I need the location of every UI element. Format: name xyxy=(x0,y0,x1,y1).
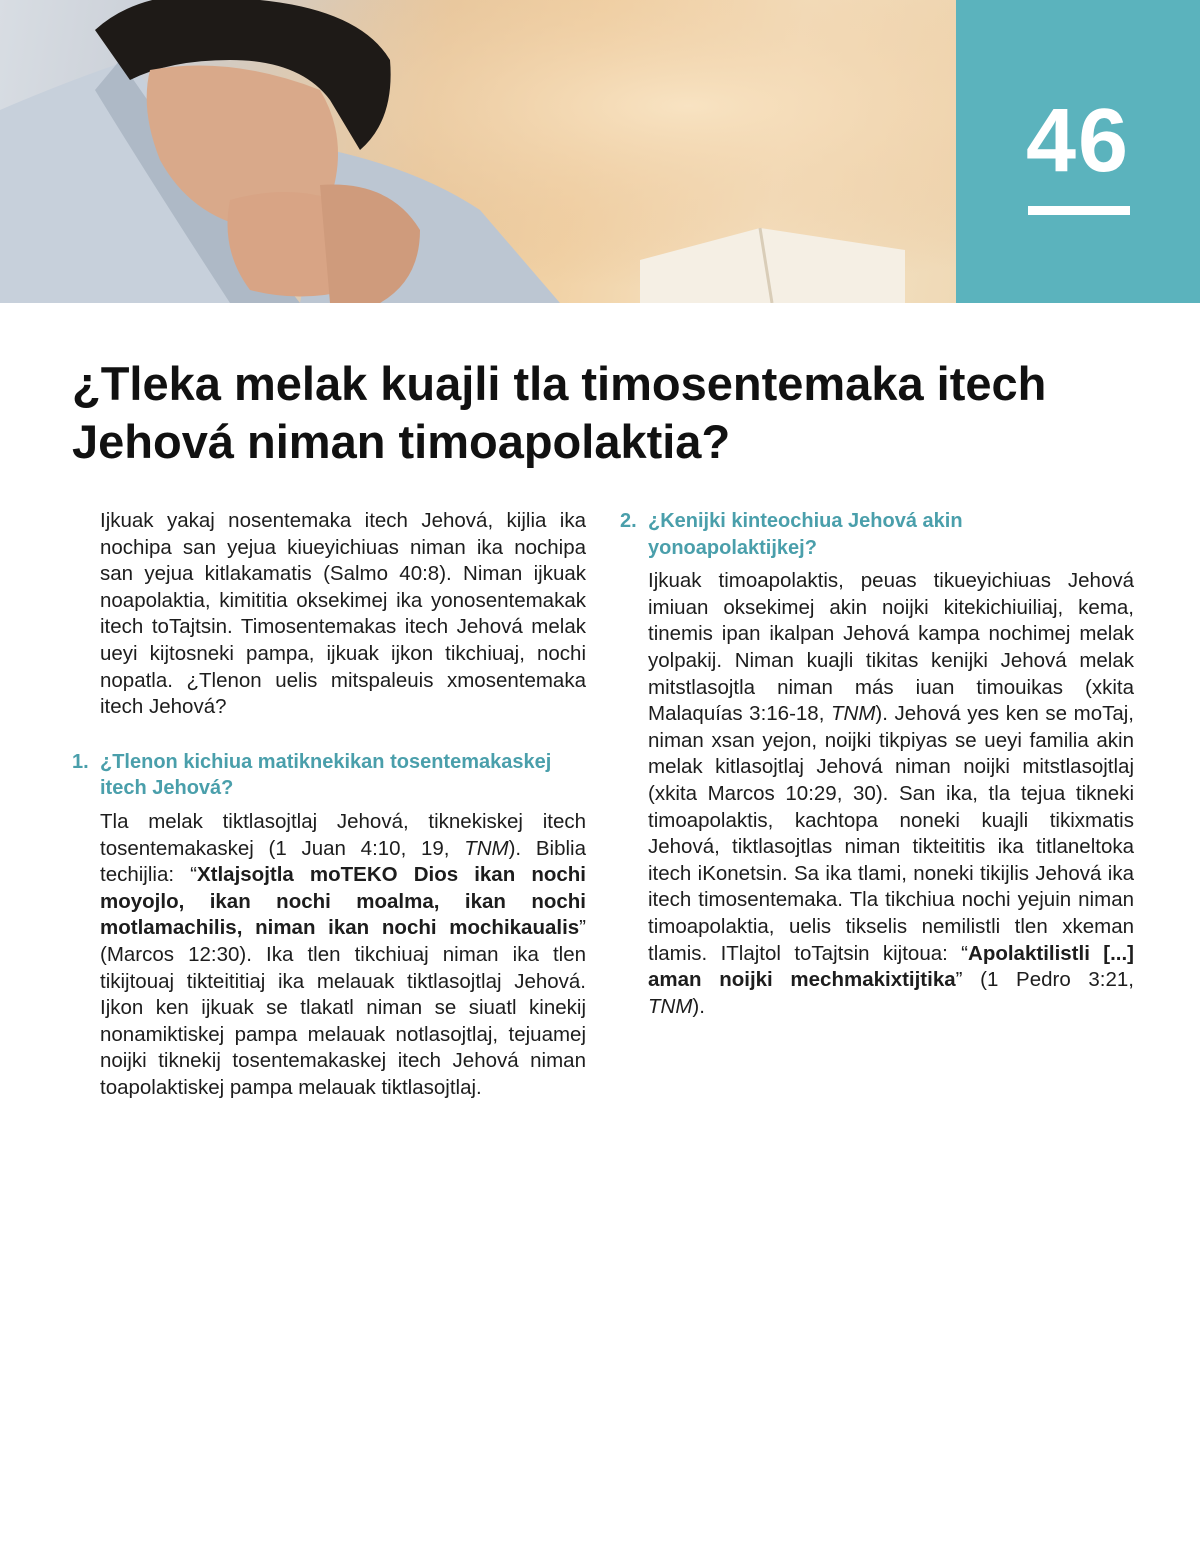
section-2-text-b: ). Jehová yes ken se moTaj, niman xsan yejon, noijki tikpiyas se ueyi familia akin melak kitlasojtlaj Jehová niman noijki mitstlasojtlaj (xkita Marcos 10:29, 30). San ika, tla tejua tikneki timoapolaktis, kachtopa noneki kuajli tikixmatis Jehová, tiktlasojtlas niman tikteititis ika titlaneltoka itech iKonetsin. Sa ika tlami, noneki tikijlis Jehová ika itech timosentemaka. Tla tikchiua nochi yejuin niman timoapolaktia, uelis tikselis nemilistli tlen xkeman tlamis. ITlajtol toTajtsin kijtoua: “ xyxy=(648,702,1134,965)
lesson-number: 46 xyxy=(1025,91,1131,191)
page-title: ¿Tleka melak kuajli tla timosentemaka itech Jehová niman timoapolaktia? xyxy=(72,357,1047,468)
section-1-text-b: ). Biblia techijlia: “ xyxy=(100,836,586,887)
header-photo xyxy=(0,0,956,303)
praying-man-illustration xyxy=(0,0,956,303)
section-2-number: 2. xyxy=(620,510,637,532)
right-column xyxy=(620,508,1134,1020)
section-2-heading-text: ¿Kenijki kinteochiua Jehová akin yonoapolaktijkej? xyxy=(648,510,963,559)
section-2-abbr-1: TNM xyxy=(831,702,876,726)
section-2-text-d: ). xyxy=(692,994,705,1018)
lesson-badge xyxy=(956,0,1200,303)
section-1-number: 1. xyxy=(72,750,89,773)
section-1-heading-text: ¿Tlenon kichiua matiknekikan tosentemakaskej itech Jehová? xyxy=(100,750,552,800)
section-2-heading xyxy=(620,508,1134,561)
section-1-text-c: ” (Marcos 12:30). Ika tlen tikchiuaj niman ika tlen tikijtouaj tikteititiaj ika melauak tiktlasojtlaj Jehová. Ijkon ken ijkuak se tlakatl niman se siuatl kinekij nonamiktiskej pampa melauak notlasojtlaj, tejuamej noijki tiknekij tosentemakaskej itech Jehová niman toapolaktiskej pampa melauak tiktlasojtlaj. xyxy=(100,916,586,1099)
section-2-abbr-2: TNM xyxy=(648,994,693,1018)
section-2-text-a: Ijkuak timoapolaktis, peuas tikueyichiuas Jehová imiuan oksekimej akin noijki kitekichiuiliaj, kema, tinemis ipan ikalpan Jehová kampa nochimej melak yolpakij. Niman kuajli tikitas kenijki Jehová melak mitstlasojtla niman más iuan timouikas (xkita Malaquías 3:16-18, xyxy=(648,569,1134,726)
lesson-number-underline xyxy=(1028,206,1130,215)
section-2-quote: Apolaktilistli [...] aman noijki mechmakixtijtika xyxy=(648,941,1134,992)
section-1-heading xyxy=(72,749,586,802)
section-2-text-c: ” (1 Pedro 3:21, xyxy=(955,968,1134,992)
section-2-paragraph xyxy=(620,568,1134,1020)
section-1-quote: Xtlajsojtla moTEKO Dios ikan nochi moyojlo, ikan nochi moalma, ikan nochi motlamachilis, niman ikan nochi mochikaualis xyxy=(100,863,586,940)
section-1-abbr: TNM xyxy=(464,836,509,860)
left-column xyxy=(72,508,586,1101)
section-1-paragraph xyxy=(72,809,586,1102)
intro-paragraph: Ijkuak yakaj nosentemaka itech Jehová, kijlia ika nochipa san yejua kiueyichiuas niman ika nochipa san yejua kitlakamatis (Salmo 40:8). Niman ijkuak noapolaktia, kimititia oksekimej ika yonosentemakak itech toTajtsin. Timosentemakas itech Jehová melak ueyi kijtosneki pampa, ijkuak ijkon tikchiuaj, nochi nopatla. ¿Tlenon uelis mitspaleuis xmosentemaka itech Jehová? xyxy=(100,509,586,719)
section-1-text-a: Tla melak tiktlasojtlaj Jehová, tiknekiskej itech tosentemakaskej (1 Juan 4:10, 19, xyxy=(100,809,586,860)
